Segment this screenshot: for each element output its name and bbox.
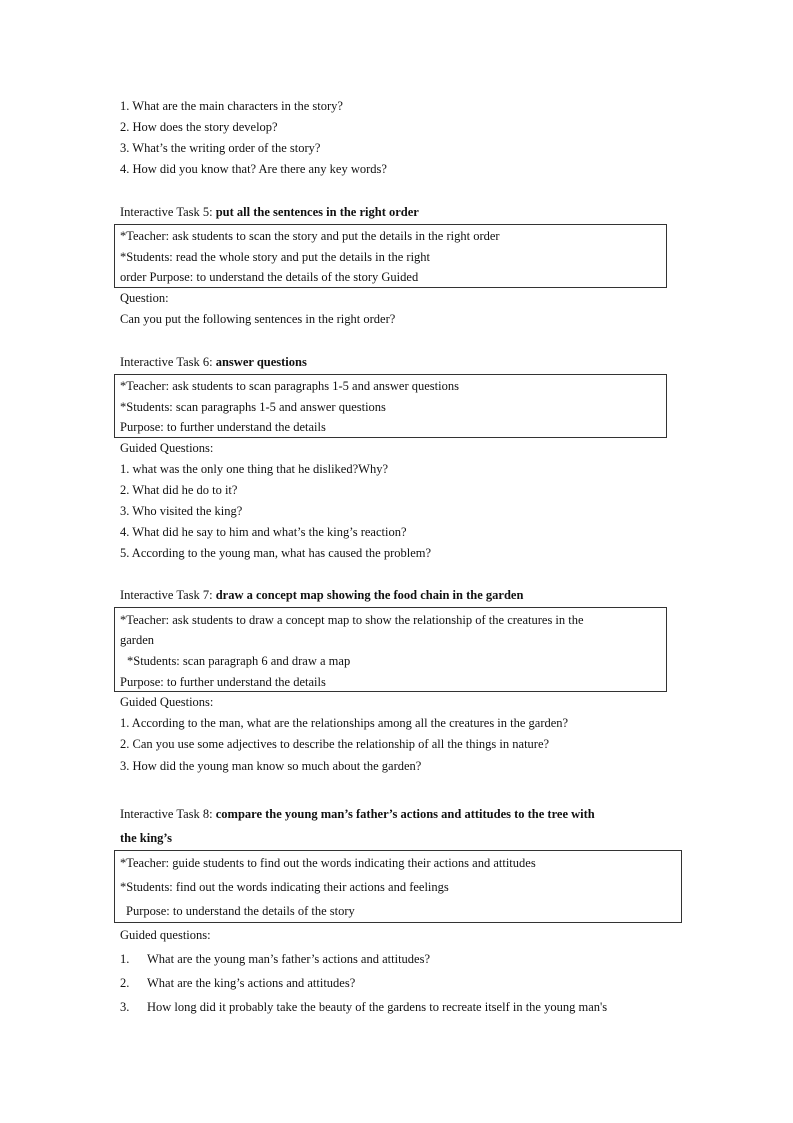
task5-box-line: *Students: read the whole story and put the details in the right bbox=[120, 250, 431, 264]
task5-question: Can you put the following sentences in the right order? bbox=[120, 312, 396, 326]
task8-question bbox=[120, 951, 430, 967]
task8-question bbox=[120, 999, 607, 1015]
task8-title-line2: the king’s bbox=[120, 831, 172, 845]
task8-question bbox=[120, 975, 355, 991]
task8-title-line1: compare the young man’s father’s actions and attitudes to the tree with bbox=[215, 807, 595, 821]
task6-question: 5. According to the young man, what has caused the problem? bbox=[120, 546, 432, 560]
question-number: 3. bbox=[120, 1000, 130, 1014]
task7-question: 2. Can you use some adjectives to describe the relationship of all the things in nature? bbox=[120, 737, 550, 751]
task7-question: 3. How did the young man know so much about the garden? bbox=[120, 759, 422, 773]
task7-heading bbox=[120, 587, 523, 603]
task7-box-line: *Teacher: ask students to draw a concept map to show the relationship of the creatures in the bbox=[120, 613, 584, 627]
question-text: What are the king’s actions and attitudes? bbox=[147, 976, 356, 990]
task5-title: put all the sentences in the right order bbox=[215, 205, 419, 219]
intro-question: 3. What’s the writing order of the story? bbox=[120, 141, 321, 155]
intro-question: 1. What are the main characters in the story? bbox=[120, 99, 343, 113]
task6-box-line: *Students: scan paragraphs 1-5 and answer questions bbox=[120, 400, 386, 414]
task5-prefix: Interactive Task 5: bbox=[120, 205, 216, 219]
intro-question: 4. How did you know that? Are there any key words? bbox=[120, 162, 387, 176]
question-number: 1. bbox=[120, 952, 130, 966]
task6-question: 2. What did he do to it? bbox=[120, 483, 238, 497]
task6-heading bbox=[120, 354, 307, 370]
intro-question: 2. How does the story develop? bbox=[120, 120, 278, 134]
question-text: How long did it probably take the beauty of the gardens to recreate itself in the young man's bbox=[147, 1000, 608, 1014]
task8-box bbox=[114, 850, 682, 923]
task6-guided-label: Guided Questions: bbox=[120, 441, 214, 455]
task8-guided-label: Guided questions: bbox=[120, 928, 211, 942]
task8-prefix: Interactive Task 8: bbox=[120, 807, 216, 821]
task6-question: 4. What did he say to him and what’s the king’s reaction? bbox=[120, 525, 407, 539]
question-number: 2. bbox=[120, 976, 130, 990]
task6-box-line: Purpose: to further understand the details bbox=[120, 420, 326, 434]
task8-heading bbox=[120, 806, 595, 822]
task5-box-line: order Purpose: to understand the details of the story Guided bbox=[120, 270, 419, 284]
task6-box-line: *Teacher: ask students to scan paragraphs 1-5 and answer questions bbox=[120, 379, 459, 393]
task7-box-line: garden bbox=[120, 633, 155, 647]
task5-heading bbox=[120, 204, 419, 220]
task6-box bbox=[114, 374, 667, 438]
task6-question: 1. what was the only one thing that he disliked?Why? bbox=[120, 462, 388, 476]
task7-box bbox=[114, 607, 667, 692]
task7-prefix: Interactive Task 7: bbox=[120, 588, 216, 602]
task7-box-line: *Students: scan paragraph 6 and draw a map bbox=[127, 654, 351, 668]
task5-question-label: Question: bbox=[120, 291, 169, 305]
task6-title: answer questions bbox=[215, 355, 307, 369]
question-text: What are the young man’s father’s actions and attitudes? bbox=[147, 952, 431, 966]
task6-question: 3. Who visited the king? bbox=[120, 504, 243, 518]
task6-prefix: Interactive Task 6: bbox=[120, 355, 216, 369]
task7-title: draw a concept map showing the food chain in the garden bbox=[215, 588, 524, 602]
task8-box-line: *Teacher: guide students to find out the words indicating their actions and attitudes bbox=[120, 856, 536, 870]
task7-guided-label: Guided Questions: bbox=[120, 695, 214, 709]
task5-box bbox=[114, 224, 667, 288]
task7-question: 1. According to the man, what are the relationships among all the creatures in the garden? bbox=[120, 716, 569, 730]
task7-box-line: Purpose: to further understand the details bbox=[120, 675, 326, 689]
task8-box-line: *Students: find out the words indicating their actions and feelings bbox=[120, 880, 449, 894]
task8-heading-cont bbox=[120, 830, 172, 846]
task8-box-line: Purpose: to understand the details of the story bbox=[126, 904, 355, 918]
task5-box-line: *Teacher: ask students to scan the story and put the details in the right order bbox=[120, 229, 500, 243]
